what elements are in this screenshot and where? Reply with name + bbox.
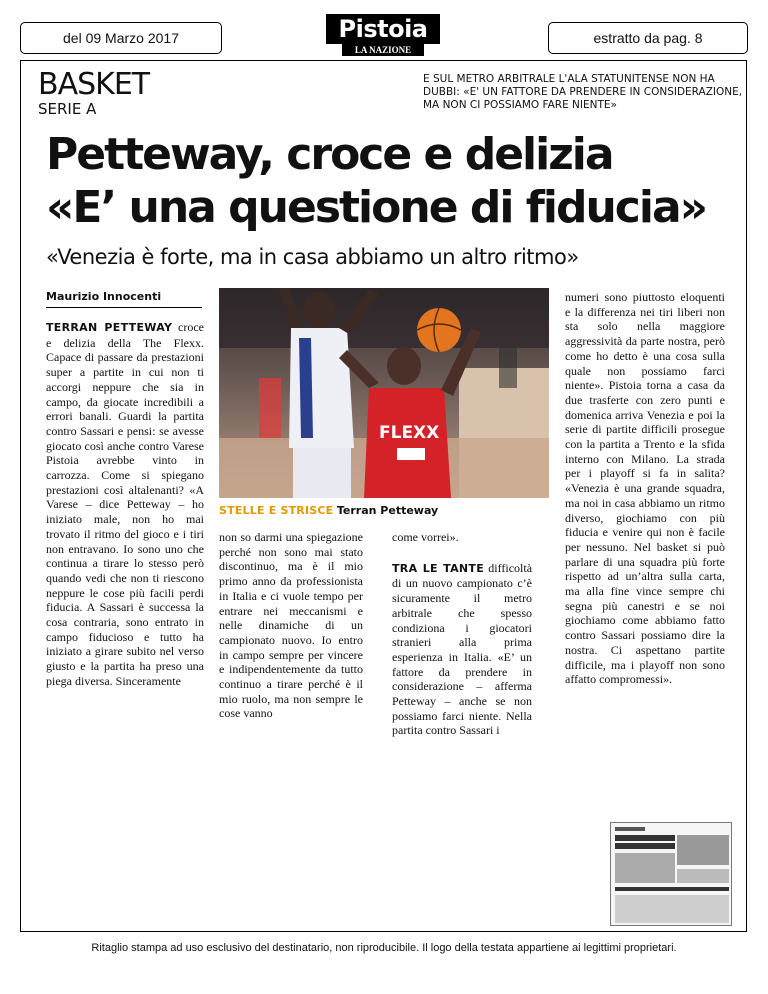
column-intro: come vorrei». [392, 530, 459, 544]
subheadline: «Venezia è forte, ma in casa abbiamo un altro ritmo» [46, 245, 579, 269]
column-text: difficoltà di un nuovo campionato c’è sicuramente il metro arbitrale che spesso condiziona i giocatori stranieri alla prima esperienza in Italia. «E’ un fattore da prendere in considerazione – afferma Petteway – anche se non possiamo farci niente. Nella partita contro Sassari i [392, 560, 533, 738]
newspaper-logo [326, 14, 440, 58]
article-column-1 [46, 320, 204, 689]
page-thumbnail [610, 822, 732, 926]
column-text: numeri sono piuttosto eloquenti e la differenza nei tiri liberi non sta solo nella maggiore aggressività da parte nostra, però come ho detto è una cosa sulla quale non possiamo farci niente». Pistoia torna a casa da due trasferte con zero punti e domenica arriva Venezia e poi la serie di partite difficili prosegue con la partita a Trento e la sfida interno con Milano. La strada per i playoff si fa in salita? «Venezia è una grande squadra, ma noi in casa abbiamo un ritmo diverso, giochiamo con più fiducia e venire qui non è facile per nessuno. Nel basket si può parlare di una squadra più forte rispetto ad un’altra sulla carta, ma alla fine vince sempre chi segna più canestri e se noi giochiamo come abbiamo fatto contro Sassari possiamo dire la nostra. Ci aspettano partite difficile, ma i playoff non sono affatto compromessi». [565, 290, 725, 687]
headline [46, 128, 746, 234]
extract-box [548, 22, 748, 54]
headline-line-1: Petteway, croce e delizia [46, 129, 613, 180]
caption-name: Terran Petteway [336, 504, 439, 517]
kicker: E SUL METRO ARBITRALE L'ALA STATUNITENSE NON HA DUBBI: «E' UN FATTORE DA PRENDERE IN CONSIDERAZIONE, MA NON CI POSSIAMO FARE NIENTE» [423, 73, 743, 111]
caption-tag: STELLE E STRISCE [219, 504, 334, 517]
article-column-2 [219, 530, 363, 721]
section-title: BASKET [38, 67, 150, 102]
footer-disclaimer: Ritaglio stampa ad uso esclusivo del destinatario, non riproducibile. Il logo della testata appartiene ai legittimi proprietari. [91, 942, 677, 954]
basketball-photo [219, 288, 549, 498]
logo-title: Pistoia [326, 14, 440, 44]
column-text: non so darmi una spiegazione perché non sono mai stato discontinuo, ma è il mio primo anno da professionista in Italia e ci vuole tempo per entrare nei meccanismi e nelle dinamiche di un campionato nuovo. Io entro in campo sempre per vincere e indipendentemente da tutto continuo a tirare perché è il mio ruolo, ma non sempre le cose vanno [219, 530, 363, 721]
lead-in: TRA LE TANTE [392, 561, 485, 575]
photo-caption [219, 504, 549, 518]
date-box [20, 22, 222, 54]
page-thumbnail-image [611, 823, 732, 926]
article-column-4 [565, 290, 725, 687]
byline: Maurizio Innocenti [46, 290, 202, 308]
column-text: croce e delizia della The Flexx. Capace di passare da prestazioni super a partite in cui non ti accorgi neppure che sia in campo, da giocate incredibili a errori banali. Guardi la partita contro Sassari e pensi: se avesse giocato così anche contro Varese Pistoia avrebbe vinto in carrozza. Come si spiegano prestazioni così altalenanti? «A Varese – dice Petteway – ho iniziato male, non ho mai trovato il ritmo del gioco e i tiri non entravano. Io sono uno che continua a tirare lo stesso però quando vedi che non ti riescono neppure le cose più facili perdi fiducia. A Sassari è successa la cosa contraria, sono entrato in campo fiducioso e tutto ha iniziato a girare subito nel verso giusto e la partita ha preso una piega diversa. Sinceramente [46, 320, 204, 688]
article-photo [219, 288, 549, 498]
extract-label: estratto da pag. 8 [593, 30, 703, 46]
section-subtitle: SERIE A [38, 100, 97, 118]
lead-in: TERRAN PETTEWAY [46, 321, 173, 334]
jersey-text: FLEXX [379, 423, 440, 443]
date-label: del 09 Marzo 2017 [63, 30, 179, 46]
headline-line-2: «E’ una questione di fiducia» [46, 182, 707, 233]
article-column-3 [392, 530, 532, 738]
logo-subtitle: LA NAZIONE [342, 44, 424, 56]
